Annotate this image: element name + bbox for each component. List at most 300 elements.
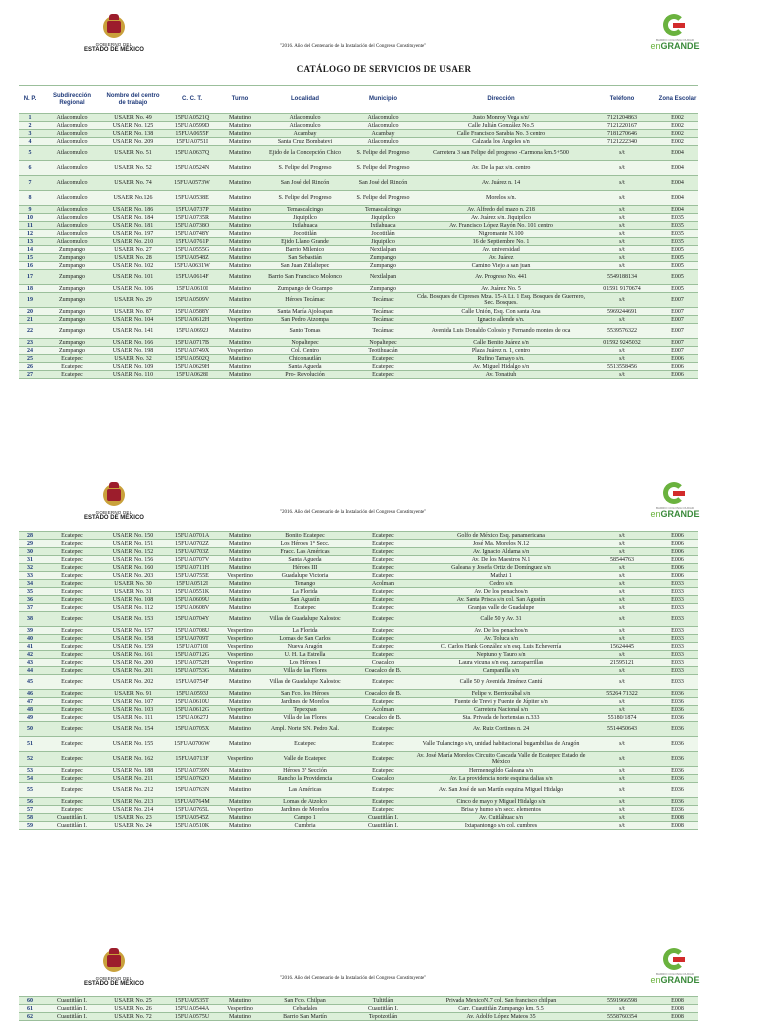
cell-zona: E007	[657, 293, 698, 308]
cell-np: 36	[19, 596, 41, 604]
motto-text: "2016. Año del Centenario de la Instalación del Congreso Constituyente"	[280, 976, 427, 981]
cell-municipio: Coacalco	[351, 659, 415, 667]
cell-direccion: Calle Francisco Sarabia No. 3 centro	[415, 130, 587, 138]
cell-nombre: USAER No. 91	[103, 690, 163, 698]
cell-telefono: 15624445	[587, 643, 657, 651]
cell-zona: E005	[657, 285, 698, 293]
cell-nombre: USAER No. 108	[103, 596, 163, 604]
cell-municipio: Atlacomulco	[351, 122, 415, 130]
table-row	[19, 339, 698, 347]
cell-subdireccion: Atlacomulco	[41, 238, 103, 246]
cell-localidad: Jardines de Morelos	[259, 698, 351, 706]
cell-nombre: USAER No. 197	[103, 230, 163, 238]
gov-line-2: ESTADO DE MÉXICO	[84, 981, 144, 987]
table-row	[19, 363, 698, 371]
cell-municipio: S. Felipe del Progreso	[351, 146, 415, 161]
cell-turno: Matutino	[221, 161, 259, 176]
cell-nombre: USAER No. 30	[103, 580, 163, 588]
cell-direccion: Hermenegildo Galeana s/n	[415, 767, 587, 775]
cell-np: 59	[19, 822, 41, 830]
table-row	[19, 798, 698, 806]
cell-np: 6	[19, 161, 41, 176]
cell-localidad: Temascalcingo	[259, 206, 351, 214]
cell-direccion: Av. De los penachos/n	[415, 588, 587, 596]
cell-turno: Matutino	[221, 722, 259, 737]
cell-turno: Matutino	[221, 308, 259, 316]
cell-subdireccion: Ecatepec	[41, 635, 103, 643]
cell-zona: E004	[657, 146, 698, 161]
cell-telefono: 21595121	[587, 659, 657, 667]
cell-direccion: Ignacio allende s/n.	[415, 316, 587, 324]
cell-municipio: Nextlalpan	[351, 246, 415, 254]
cell-direccion: Ixtapantongo s/n col. cumbres	[415, 822, 587, 830]
cell-telefono: s/t	[587, 371, 657, 379]
cell-cct: 15FUA0545Z	[163, 814, 221, 822]
table-row	[19, 667, 698, 675]
table-row	[19, 161, 698, 176]
cell-np: 57	[19, 806, 41, 814]
cell-zona: E033	[657, 580, 698, 588]
table-row	[19, 246, 698, 254]
cell-telefono: s/t	[587, 238, 657, 246]
cell-nombre: USAER No. 23	[103, 814, 163, 822]
cell-zona: E007	[657, 316, 698, 324]
cell-zona: E008	[657, 822, 698, 830]
state-seal-icon	[101, 14, 127, 40]
cell-municipio: Ecatepec	[351, 564, 415, 572]
cell-municipio: Coacalco	[351, 775, 415, 783]
cell-municipio: Ecatepec	[351, 798, 415, 806]
cell-subdireccion: Ecatepec	[41, 714, 103, 722]
cell-turno: Matutino	[221, 114, 259, 122]
cell-cct: 15FUA0521Q	[163, 114, 221, 122]
cell-subdireccion: Ecatepec	[41, 604, 103, 612]
cell-nombre: USAER No. 101	[103, 270, 163, 285]
cell-telefono: s/t	[587, 667, 657, 675]
cell-nombre: USAER No. 201	[103, 667, 163, 675]
cell-turno: Matutino	[221, 293, 259, 308]
cell-zona: E036	[657, 798, 698, 806]
cell-np: 2	[19, 122, 41, 130]
cell-direccion: José Ma. Morelos N.12	[415, 540, 587, 548]
cell-nombre: USAER No. 72	[103, 1013, 163, 1021]
cell-municipio: Ecatepec	[351, 532, 415, 540]
cell-nombre: USAER No. 87	[103, 308, 163, 316]
table-row	[19, 371, 698, 379]
table-row	[19, 627, 698, 635]
cell-localidad: Acambay	[259, 130, 351, 138]
cell-nombre: USAER No. 109	[103, 363, 163, 371]
cell-cct: 15FUA0548Z	[163, 254, 221, 262]
cell-np: 31	[19, 556, 41, 564]
cell-telefono: s/t	[587, 262, 657, 270]
cell-np: 13	[19, 238, 41, 246]
cell-direccion: Av. Cuitláhuac s/n	[415, 814, 587, 822]
cell-telefono: s/t	[587, 737, 657, 752]
cell-localidad: Campo 1	[259, 814, 351, 822]
cell-zona: E006	[657, 548, 698, 556]
cell-telefono: s/t	[587, 706, 657, 714]
cell-localidad: Villa de las Flores	[259, 714, 351, 722]
table-row	[19, 698, 698, 706]
cell-nombre: USAER No. 125	[103, 122, 163, 130]
cell-zona: E005	[657, 246, 698, 254]
cell-direccion: Laura vicuna s/n esq. zarzaparrillas	[415, 659, 587, 667]
cell-municipio: Ecatepec	[351, 556, 415, 564]
cell-zona: E033	[657, 667, 698, 675]
cell-subdireccion: Ecatepec	[41, 651, 103, 659]
cell-telefono: s/t	[587, 191, 657, 206]
cell-nombre: USAER No. 210	[103, 238, 163, 246]
engrande-logo	[645, 948, 705, 985]
cell-zona: E036	[657, 752, 698, 767]
cell-turno: Matutino	[221, 698, 259, 706]
cell-direccion: Av. Miguel Hidalgo s/n	[415, 363, 587, 371]
cell-turno: Matutino	[221, 371, 259, 379]
cell-nombre: USAER No. 154	[103, 722, 163, 737]
cell-telefono: s/t	[587, 783, 657, 798]
cell-zona: E006	[657, 355, 698, 363]
cell-subdireccion: Ecatepec	[41, 556, 103, 564]
table-row	[19, 752, 698, 767]
cell-municipio: Tultitlán	[351, 997, 415, 1005]
cell-cct: 15FUA0538E	[163, 191, 221, 206]
cell-nombre: USAER No.126	[103, 191, 163, 206]
cell-zona: E008	[657, 997, 698, 1005]
cell-turno: Matutino	[221, 191, 259, 206]
cell-telefono: s/t	[587, 580, 657, 588]
cell-np: 44	[19, 667, 41, 675]
cell-telefono: 5969244691	[587, 308, 657, 316]
cell-municipio: Jiquipilco	[351, 214, 415, 222]
cell-np: 50	[19, 722, 41, 737]
cell-direccion: Av. San José de san Martín esquina Miguel Hidalgo	[415, 783, 587, 798]
cell-telefono: s/t	[587, 675, 657, 690]
cell-cct: 15FUA0608V	[163, 604, 221, 612]
cell-direccion: Calzada los Ángeles s/n	[415, 138, 587, 146]
cell-direccion: Av. José María Morelos Circuito Cascada Valle de Ecatepec Estado de México	[416, 753, 586, 765]
cell-municipio: Ecatepec	[351, 627, 415, 635]
cell-telefono: s/t	[587, 532, 657, 540]
page-header-1	[0, 14, 768, 70]
cell-direccion: 16 de Septiembre No. 1	[415, 238, 587, 246]
cell-cct: 15FUA0706W	[163, 737, 221, 752]
cell-localidad: Tenango	[259, 580, 351, 588]
cell-np: 29	[19, 540, 41, 548]
cell-localidad: La Florida	[259, 627, 351, 635]
cell-nombre: USAER No. 166	[103, 339, 163, 347]
cell-turno: Matutino	[221, 675, 259, 690]
table-row	[19, 230, 698, 238]
cell-turno: Vespertino	[221, 806, 259, 814]
cell-cct: 15FUA0765L	[163, 806, 221, 814]
table-row	[19, 783, 698, 798]
cell-np: 15	[19, 254, 41, 262]
cell-zona: E005	[657, 270, 698, 285]
cell-localidad: Jiquipilco	[259, 214, 351, 222]
cell-cct: 15FUA0705X	[163, 722, 221, 737]
cell-telefono: s/t	[587, 246, 657, 254]
cell-direccion: Av. Tonatiuh	[415, 371, 587, 379]
gov-line-2: ESTADO DE MÉXICO	[84, 47, 144, 53]
cell-localidad: Rancho la Providencia	[259, 775, 351, 783]
cell-cct: 15FUA0712G	[163, 651, 221, 659]
cell-localidad: Valle de Ecatepec	[259, 752, 351, 767]
cell-cct: 15FUA0737P	[163, 206, 221, 214]
cell-municipio: Ecatepec	[351, 698, 415, 706]
cell-np: 45	[19, 675, 41, 690]
cell-telefono: 5513558456	[587, 363, 657, 371]
cell-np: 24	[19, 347, 41, 355]
cell-localidad: Cebadales	[259, 1005, 351, 1013]
cell-np: 35	[19, 588, 41, 596]
cell-np: 33	[19, 572, 41, 580]
cell-direccion: C. Carlos Hank González s/n esq. Luis Echeverría	[415, 643, 587, 651]
table-row	[19, 548, 698, 556]
cell-cct: 15FUA0692J	[163, 324, 221, 339]
cell-localidad: Col. Centro	[259, 347, 351, 355]
cell-np: 8	[19, 191, 41, 206]
cell-cct: 15FUA0738O	[163, 222, 221, 230]
cell-zona: E007	[657, 308, 698, 316]
cell-np: 22	[19, 324, 41, 339]
cell-cct: 15FUA0754F	[163, 675, 221, 690]
cell-direccion: Galeana y Josefa Ortiz de Domínguez s/n	[415, 564, 587, 572]
table-row	[19, 191, 698, 206]
cell-cct: 15FUA0599D	[163, 122, 221, 130]
cell-subdireccion: Atlacomulco	[41, 122, 103, 130]
cell-telefono: s/t	[587, 230, 657, 238]
cell-municipio: Ecatepec	[351, 767, 415, 775]
motto-text: "2016. Año del Centenario de la Instalación del Congreso Constituyente"	[280, 44, 427, 49]
services-table-page-2	[19, 531, 698, 830]
brand-small-text: BARRIO COLONIA CIUDAD	[655, 972, 694, 976]
cell-cct: 15FUA0755E	[163, 572, 221, 580]
cell-subdireccion: Ecatepec	[41, 355, 103, 363]
cell-zona: E035	[657, 222, 698, 230]
cell-direccion: Campanilla s/n	[415, 667, 587, 675]
cell-nombre: USAER No. 110	[103, 371, 163, 379]
cell-subdireccion: Cuautitlán I.	[41, 1005, 103, 1013]
cell-turno: Vespertino	[221, 316, 259, 324]
cell-nombre: USAER No. 29	[103, 293, 163, 308]
cell-municipio: Nopaltepec	[351, 339, 415, 347]
table-row	[19, 206, 698, 214]
cell-direccion: Granjas valle de Guadalupe	[415, 604, 587, 612]
brand-small-text: BARRIO COLONIA CIUDAD	[655, 506, 694, 510]
cell-subdireccion: Ecatepec	[41, 612, 103, 627]
cell-telefono: s/t	[587, 767, 657, 775]
cell-zona: E006	[657, 556, 698, 564]
state-seal-icon	[101, 948, 127, 974]
cell-np: 3	[19, 130, 41, 138]
cell-direccion: Cda. Bosques de Cipreses Mza. 15-A Lt. 1 Esq. Bosques de Guerrero, Sec. Bosques.	[415, 293, 587, 308]
cell-direccion: Cedro s/n	[415, 580, 587, 588]
cell-zona: E036	[657, 714, 698, 722]
brand-en: en	[650, 41, 661, 51]
cell-subdireccion: Zumpango	[41, 270, 103, 285]
cell-turno: Matutino	[221, 246, 259, 254]
cell-municipio: Atlacomulco	[351, 114, 415, 122]
cell-telefono: s/t	[587, 635, 657, 643]
cell-municipio: Acambay	[351, 130, 415, 138]
cell-direccion: Cinco de mayo y Miguel Hidalgo s/n	[415, 798, 587, 806]
cell-np: 1	[19, 114, 41, 122]
cell-subdireccion: Atlacomulco	[41, 222, 103, 230]
cell-telefono: s/t	[587, 806, 657, 814]
cell-municipio: Acolman	[351, 706, 415, 714]
cell-municipio: Ecatepec	[351, 643, 415, 651]
cell-localidad: Héroes III	[259, 564, 351, 572]
cell-direccion: Golfo de México Esq. panamericana	[415, 532, 587, 540]
col-zona: Zona Escolar	[657, 86, 698, 114]
table-row	[19, 564, 698, 572]
cell-localidad: La Florida	[259, 588, 351, 596]
cell-np: 9	[19, 206, 41, 214]
table-row	[19, 635, 698, 643]
cell-cct: 15FUA0762O	[163, 775, 221, 783]
cell-localidad: Guadalupe Victoria	[259, 572, 351, 580]
cell-zona: E033	[657, 604, 698, 612]
cell-telefono: s/t	[587, 588, 657, 596]
cell-municipio: Ecatepec	[351, 806, 415, 814]
table-row	[19, 643, 698, 651]
cell-subdireccion: Ecatepec	[41, 532, 103, 540]
table-row	[19, 176, 698, 191]
cell-direccion: Nigromante N.100	[415, 230, 587, 238]
cell-turno: Matutino	[221, 176, 259, 191]
cell-nombre: USAER No. 184	[103, 214, 163, 222]
cell-cct: 15FUA0701A	[163, 532, 221, 540]
cell-nombre: USAER No. 209	[103, 138, 163, 146]
cell-zona: E008	[657, 814, 698, 822]
cell-nombre: USAER No. 181	[103, 222, 163, 230]
cell-nombre: USAER No. 202	[103, 675, 163, 690]
cell-direccion: Av. universidad	[415, 246, 587, 254]
cell-direccion: Mathzi 1	[415, 572, 587, 580]
cell-direccion: Av. Ignacio Aldama s/n	[415, 548, 587, 556]
cell-zona: E033	[657, 643, 698, 651]
cell-telefono: s/t	[587, 564, 657, 572]
cell-subdireccion: Ecatepec	[41, 752, 103, 767]
cell-np: 7	[19, 176, 41, 191]
cell-cct: 15FUA0717B	[163, 339, 221, 347]
cell-telefono: s/t	[587, 814, 657, 822]
cell-subdireccion: Zumpango	[41, 347, 103, 355]
cell-nombre: USAER No. 28	[103, 254, 163, 262]
cell-direccion: Valle Tulancingo s/n, unidad habitacional bugambilias de Aragón	[415, 737, 587, 752]
cell-zona: E036	[657, 698, 698, 706]
cell-turno: Matutino	[221, 588, 259, 596]
cell-zona: E036	[657, 775, 698, 783]
cell-nombre: USAER No. 160	[103, 564, 163, 572]
cell-subdireccion: Ecatepec	[41, 698, 103, 706]
cell-turno: Matutino	[221, 775, 259, 783]
cell-zona: E033	[657, 675, 698, 690]
cell-localidad: Villas de Guadalupe Xalostoc	[259, 612, 351, 627]
cell-zona: E036	[657, 722, 698, 737]
cell-subdireccion: Zumpango	[41, 285, 103, 293]
table-row	[19, 1005, 698, 1013]
cell-localidad: San Juan Zitlaltepec	[259, 262, 351, 270]
cell-turno: Vespertino	[221, 635, 259, 643]
cell-cct: 15FUA0702Z	[163, 540, 221, 548]
cell-nombre: USAER No. 157	[103, 627, 163, 635]
cell-cct: 15FUA0555G	[163, 246, 221, 254]
table-row	[19, 997, 698, 1005]
cell-direccion: Av. Juárez No. 5	[415, 285, 587, 293]
cell-direccion: Av. Juárez	[415, 254, 587, 262]
cell-localidad: Ecatepec	[259, 604, 351, 612]
cell-np: 48	[19, 706, 41, 714]
brand-en: en	[650, 975, 661, 985]
edomex-logo	[82, 482, 146, 521]
table-row	[19, 806, 698, 814]
cell-direccion: Calle Julián González No.5	[415, 122, 587, 130]
cell-direccion: Av. Juárez n. 14	[415, 176, 587, 191]
cell-telefono: 7121204863	[587, 114, 657, 122]
cell-zona: E006	[657, 572, 698, 580]
gov-line-1: GOBIERNO DEL	[95, 976, 133, 981]
cell-np: 30	[19, 548, 41, 556]
cell-municipio: Ecatepec	[351, 540, 415, 548]
cell-zona: E033	[657, 588, 698, 596]
cell-telefono: s/t	[587, 596, 657, 604]
cell-cct: 15FUA0739N	[163, 767, 221, 775]
cell-telefono: 5591966598	[587, 997, 657, 1005]
cell-direccion: Neptuno y Tauro s/n	[415, 651, 587, 659]
cell-np: 51	[19, 737, 41, 752]
cell-subdireccion: Atlacomulco	[41, 114, 103, 122]
cell-municipio: Ecatepec	[351, 588, 415, 596]
cell-municipio: Ecatepec	[351, 612, 415, 627]
cell-municipio: Zumpango	[351, 262, 415, 270]
cell-np: 26	[19, 363, 41, 371]
cell-direccion: Brisa y humo s/n secc. elementos	[415, 806, 587, 814]
cell-np: 19	[19, 293, 41, 308]
cell-localidad: Barrio San Francisco Molonco	[259, 270, 351, 285]
cell-turno: Matutino	[221, 814, 259, 822]
cell-zona: E036	[657, 706, 698, 714]
cell-cct: 15FUA0631W	[163, 262, 221, 270]
cell-municipio: Ecatepec	[351, 596, 415, 604]
cell-subdireccion: Ecatepec	[41, 675, 103, 690]
cell-cct: 15FUA0573W	[163, 176, 221, 191]
cell-nombre: USAER No. 150	[103, 532, 163, 540]
cell-zona: E033	[657, 596, 698, 604]
cell-turno: Matutino	[221, 222, 259, 230]
cell-telefono: s/t	[587, 206, 657, 214]
cell-cct: 15FUA0749X	[163, 347, 221, 355]
cell-localidad: Chiconautlán	[259, 355, 351, 363]
cell-cct: 15FUA0711H	[163, 564, 221, 572]
cell-telefono: 7121222340	[587, 138, 657, 146]
table-row	[19, 122, 698, 130]
cell-turno: Matutino	[221, 214, 259, 222]
cell-turno: Vespertino	[221, 627, 259, 635]
cell-localidad: Los Héroes 1° Secc.	[259, 540, 351, 548]
cell-zona: E007	[657, 339, 698, 347]
cell-localidad: San Pedro Atzompa	[259, 316, 351, 324]
cell-municipio: Ecatepec	[351, 635, 415, 643]
cell-telefono: s/t	[587, 540, 657, 548]
col-subdireccion: Subdirección Regional	[41, 86, 103, 114]
table-row	[19, 588, 698, 596]
g-brand-icon	[661, 482, 689, 506]
cell-nombre: USAER No. 153	[103, 612, 163, 627]
col-cct: C. C. T.	[163, 86, 221, 114]
cell-np: 39	[19, 627, 41, 635]
